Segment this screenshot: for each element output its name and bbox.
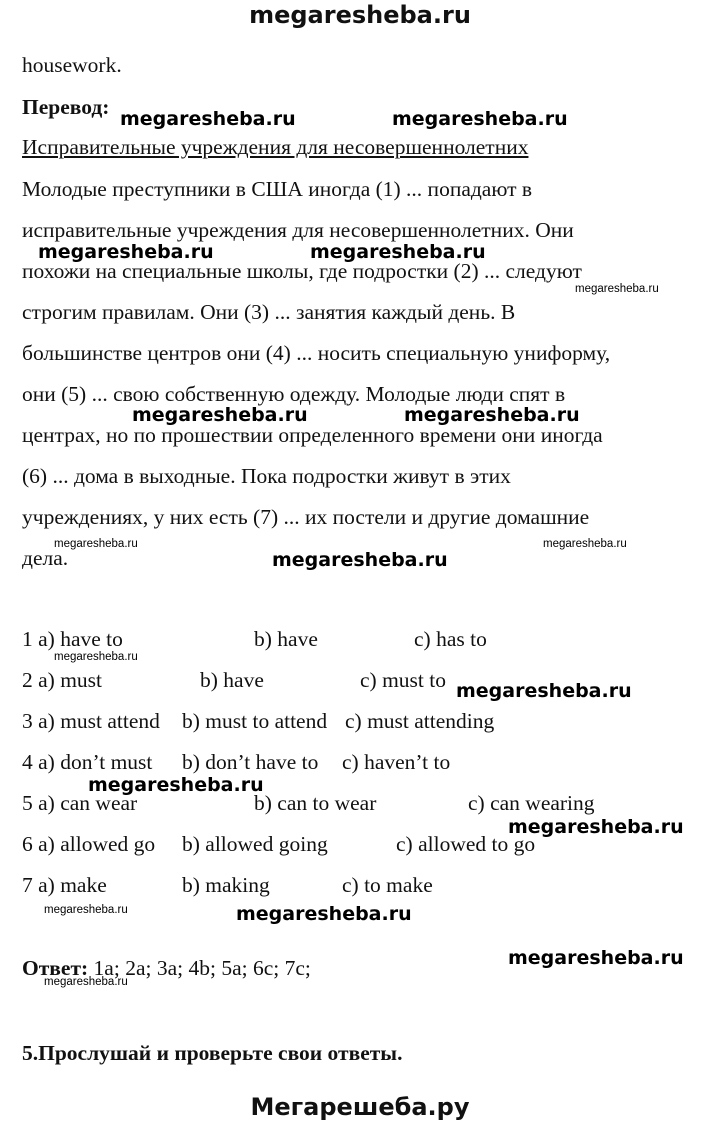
option-b: b) allowed going: [182, 832, 328, 856]
translation-label: Перевод:: [22, 95, 110, 119]
option-c: c) must attending: [345, 709, 495, 733]
watermark: megaresheba.ru: [44, 976, 128, 988]
watermark: megaresheba.ru: [543, 538, 627, 550]
option-c: c) haven’t to: [342, 750, 451, 774]
translation-line: строгим правилам. Они (3) ... занятия каждый день. В: [22, 300, 516, 324]
watermark: megaresheba.ru: [575, 283, 659, 295]
option-c: c) has to: [414, 627, 487, 651]
intro-fragment: housework.: [22, 53, 122, 77]
watermark: megaresheba.ru: [404, 404, 580, 426]
answer-label: Ответ:: [22, 956, 89, 980]
watermark: megaresheba.ru: [392, 108, 568, 130]
option-a: 7 a) make: [22, 873, 107, 897]
translation-line: дела.: [22, 546, 69, 570]
watermark: megaresheba.ru: [508, 947, 684, 969]
option-a: 1 a) have to: [22, 627, 123, 651]
watermark: megaresheba.ru: [132, 404, 308, 426]
translation-line: исправительные учреждения для несовершеннолетних. Они: [22, 218, 574, 242]
watermark: megaresheba.ru: [38, 241, 214, 263]
translation-line: они (5) ... свою собственную одежду. Молодые люди спят в: [22, 382, 566, 406]
option-b: b) don’t have to: [182, 750, 319, 774]
translation-line: (6) ... дома в выходные. Пока подростки живут в этих: [22, 464, 511, 488]
answer-value: 1a; 2a; 3a; 4b; 5a; 6c; 7c;: [88, 956, 311, 980]
watermark: megaresheba.ru: [456, 680, 632, 702]
watermark: megaresheba.ru: [120, 108, 296, 130]
translation-title: Исправительные учреждения для несовершеннолетних: [22, 135, 529, 159]
option-a: 5 a) can wear: [22, 791, 138, 815]
option-b: b) have: [254, 627, 318, 651]
option-b: b) can to wear: [254, 791, 377, 815]
option-b: b) have: [200, 668, 264, 692]
site-footer: Мегарешеба.ру: [250, 1093, 470, 1121]
watermark: megaresheba.ru: [236, 903, 412, 925]
translation-line: Молодые преступники в США иногда (1) ... попадают в: [22, 177, 533, 201]
translation-line: похожи на специальные школы, где подростки (2) ... следуют: [22, 259, 582, 283]
watermark: megaresheba.ru: [54, 651, 138, 663]
translation-line: центрах, но по прошествии определенного времени они иногда: [22, 423, 603, 447]
option-b: b) must to attend: [182, 709, 328, 733]
option-a: 3 a) must attend: [22, 709, 160, 733]
translation-line: большинстве центров они (4) ... носить специальную униформу,: [22, 341, 611, 365]
option-c: c) can wearing: [468, 791, 595, 815]
translation-line: учреждениях, у них есть (7) ... их постели и другие домашние: [22, 505, 590, 529]
option-c: c) allowed to go: [396, 832, 536, 856]
watermark: megaresheba.ru: [44, 904, 128, 916]
option-a: 2 a) must: [22, 668, 103, 692]
task-5-heading: 5.Прослушай и проверьте свои ответы.: [22, 1041, 403, 1065]
option-a: 4 a) don’t must: [22, 750, 153, 774]
option-a: 6 a) allowed go: [22, 832, 156, 856]
watermark: megaresheba.ru: [88, 774, 264, 796]
watermark: megaresheba.ru: [310, 241, 486, 263]
watermark: megaresheba.ru: [54, 538, 138, 550]
site-header: megaresheba.ru: [249, 1, 471, 29]
watermark: megaresheba.ru: [272, 549, 448, 571]
watermark: megaresheba.ru: [508, 816, 684, 838]
option-b: b) making: [182, 873, 270, 897]
option-c: c) must to: [360, 668, 446, 692]
option-c: c) to make: [342, 873, 433, 897]
